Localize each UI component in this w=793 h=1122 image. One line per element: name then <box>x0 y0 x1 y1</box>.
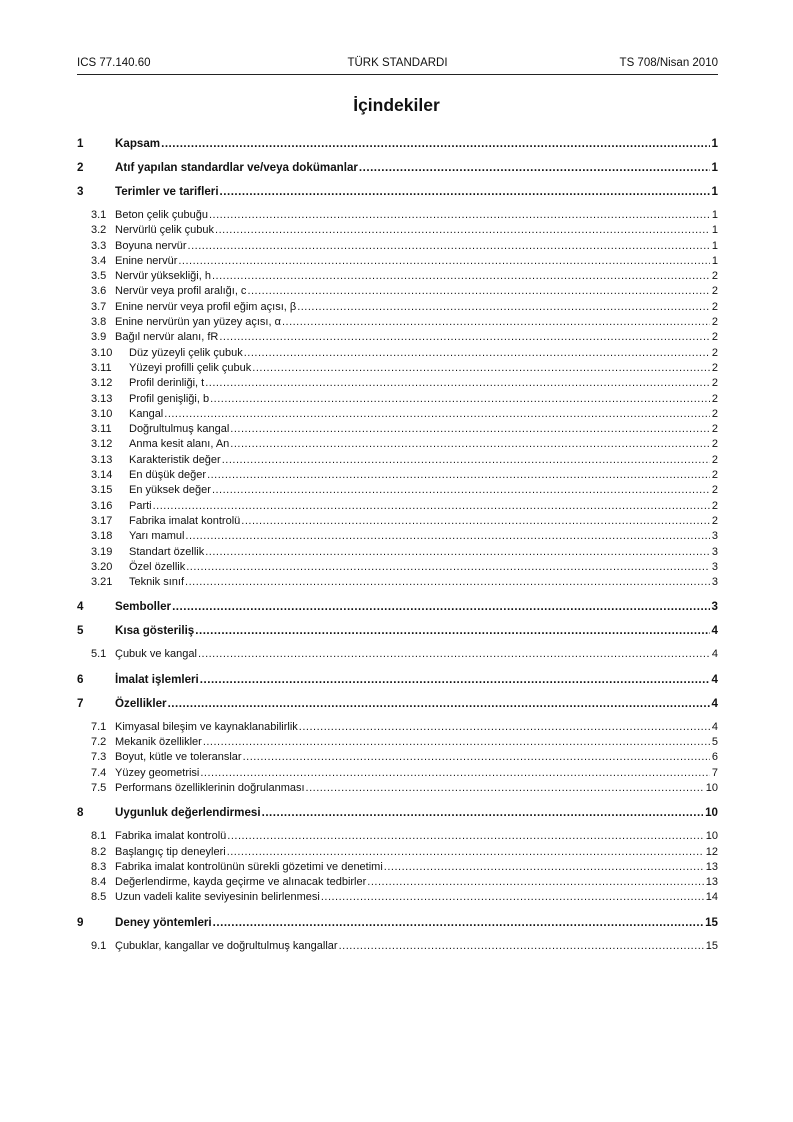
toc-section-page: 4 <box>711 696 718 710</box>
toc-dot-leader <box>178 254 710 269</box>
toc-subsection-number: 3.10 <box>91 346 113 359</box>
toc-subsection-page: 4 <box>711 648 718 661</box>
toc-dot-leader <box>168 697 710 711</box>
toc-subsection-number: 3.13 <box>91 392 113 405</box>
toc-subsection-number: 3.3 <box>91 239 107 252</box>
toc-subsection-entry[interactable] <box>77 750 718 765</box>
toc-section-entry[interactable] <box>77 697 718 711</box>
toc-subsection-number: 3.20 <box>91 560 113 573</box>
toc-subsection-title[interactable]: Profil derinliği, t <box>129 377 205 390</box>
toc-dot-leader <box>213 916 703 930</box>
toc-subsection-page: 15 <box>705 939 718 952</box>
toc-dot-leader <box>384 860 704 875</box>
toc-subsection-page: 10 <box>705 781 718 794</box>
toc-subsection-number: 8.2 <box>91 845 107 858</box>
toc-subsection-number: 8.1 <box>91 830 107 843</box>
toc-subsection-entry[interactable] <box>77 407 718 422</box>
toc-subsection-page: 3 <box>711 560 718 573</box>
toc-subsection-page: 13 <box>705 876 718 889</box>
toc-section-title[interactable]: Semboller <box>115 600 172 614</box>
toc-subsection-entry[interactable] <box>77 392 718 407</box>
toc-dot-leader <box>299 720 710 735</box>
toc-subsection-number: 7.4 <box>91 766 107 779</box>
toc-subsection-entry[interactable] <box>77 453 718 468</box>
toc-subsection-title[interactable]: Parti <box>129 499 152 512</box>
toc-section-entry[interactable] <box>77 673 718 687</box>
toc-section-entry[interactable] <box>77 161 718 175</box>
toc-subsection-number: 3.12 <box>91 377 113 390</box>
toc-dot-leader <box>306 781 704 796</box>
toc-dot-leader <box>339 939 704 954</box>
toc-subsection-page: 2 <box>711 438 718 451</box>
toc-dot-leader <box>262 806 703 820</box>
toc-subsection-title[interactable]: Çubuk ve kangal <box>115 648 197 661</box>
toc-section-title[interactable]: Özellikler <box>115 696 167 710</box>
toc-dot-leader <box>205 545 710 560</box>
toc-dot-leader <box>227 845 704 860</box>
toc-dot-leader <box>297 300 710 315</box>
toc-subsection-page: 1 <box>711 254 718 267</box>
toc-subsection-entry[interactable] <box>77 875 718 890</box>
toc-subsection-number: 9.1 <box>91 939 107 952</box>
table-of-contents <box>77 137 718 954</box>
toc-subsection-number: 3.18 <box>91 530 113 543</box>
toc-subsection-page: 2 <box>711 316 718 329</box>
toc-dot-leader <box>215 223 710 238</box>
toc-subsection-number: 3.7 <box>91 300 107 313</box>
toc-subsection-page: 2 <box>711 514 718 527</box>
toc-subsection-number: 3.12 <box>91 438 113 451</box>
toc-subsection-title[interactable]: Fabrika imalat kontrolünün sürekli gözetimi ve denetimi <box>115 860 383 873</box>
header-standard-type: TÜRK STANDARDI <box>347 57 448 69</box>
toc-subsection-title[interactable]: Boyut, kütle ve toleranslar <box>115 751 242 764</box>
toc-subsection-page: 2 <box>711 361 718 374</box>
toc-subsection-title[interactable]: En yüksek değer <box>129 484 211 497</box>
toc-subsection-page: 3 <box>711 530 718 543</box>
toc-subsection-page: 3 <box>711 576 718 589</box>
toc-subsection-title[interactable]: Beton çelik çubuğu <box>115 209 208 221</box>
toc-subsection-page: 10 <box>705 830 718 843</box>
toc-section-number: 6 <box>77 672 84 686</box>
toc-subsection-title[interactable]: Özel özellik <box>129 560 186 573</box>
toc-subsection-entry[interactable] <box>77 575 718 590</box>
toc-dot-leader <box>212 269 710 284</box>
toc-subsection-title[interactable]: En düşük değer <box>129 469 207 482</box>
toc-subsection-entry[interactable] <box>77 208 718 223</box>
toc-section-number: 5 <box>77 624 84 638</box>
toc-dot-leader <box>210 392 710 407</box>
toc-subsection-page: 12 <box>705 845 718 858</box>
toc-subsection-title[interactable]: Standart özellik <box>129 545 205 558</box>
toc-section-page: 4 <box>711 624 718 638</box>
toc-subsection-entry[interactable] <box>77 545 718 560</box>
toc-spacer <box>77 906 718 916</box>
toc-subsection-number: 3.13 <box>91 453 113 466</box>
toc-subsection-entry[interactable] <box>77 499 718 514</box>
toc-section-number: 1 <box>77 137 84 150</box>
toc-subsection-entry[interactable] <box>77 223 718 238</box>
toc-dot-leader <box>207 468 710 483</box>
toc-subsection-title[interactable]: Enine nervürün yan yüzey açısı, α <box>115 316 281 329</box>
toc-dot-leader <box>230 437 710 452</box>
toc-subsection-entry[interactable] <box>77 514 718 529</box>
toc-subsection-title[interactable]: Nervür yüksekliği, h <box>115 270 211 283</box>
toc-subsection-title[interactable]: Yüzeyi profilli çelik çubuk <box>129 361 252 374</box>
toc-subsection-title[interactable]: Değerlendirme, kayda geçirme ve alınacak tedbirler <box>115 876 367 889</box>
toc-subsection-page: 14 <box>705 891 718 904</box>
toc-dot-leader <box>247 284 709 299</box>
toc-dot-leader <box>186 560 710 575</box>
toc-subsection-number: 3.8 <box>91 316 107 329</box>
toc-subsection-title[interactable]: Enine nervür <box>115 254 178 267</box>
toc-subsection-entry[interactable] <box>77 330 718 345</box>
toc-subsection-page: 2 <box>711 469 718 482</box>
toc-subsection-number: 3.14 <box>91 469 113 482</box>
toc-subsection-entry[interactable] <box>77 254 718 269</box>
toc-subsection-page: 7 <box>711 766 718 779</box>
toc-dot-leader <box>185 575 710 590</box>
toc-subsection-entry[interactable] <box>77 939 718 954</box>
toc-subsection-entry[interactable] <box>77 890 718 905</box>
toc-section-number: 2 <box>77 161 84 174</box>
toc-subsection-title[interactable]: Fabrika imalat kontrolü <box>115 830 227 843</box>
toc-subsection-page: 2 <box>711 377 718 390</box>
toc-dot-leader <box>198 647 710 662</box>
toc-subsection-entry[interactable] <box>77 422 718 437</box>
toc-dot-leader <box>172 600 709 614</box>
toc-spacer <box>77 590 718 600</box>
toc-subsection-number: 3.21 <box>91 576 113 589</box>
toc-subsection-page: 3 <box>711 545 718 558</box>
toc-subsection-number: 3.17 <box>91 514 113 527</box>
toc-section-number: 9 <box>77 915 84 929</box>
toc-subsection-entry[interactable] <box>77 720 718 735</box>
toc-subsection-page: 1 <box>711 209 718 221</box>
toc-section-page: 1 <box>711 137 718 150</box>
toc-subsection-number: 3.1 <box>91 209 107 221</box>
toc-subsection-page: 2 <box>711 392 718 405</box>
toc-subsection-page: 2 <box>711 270 718 283</box>
toc-spacer <box>77 614 718 624</box>
toc-subsection-entry[interactable] <box>77 860 718 875</box>
toc-section-title[interactable]: Atıf yapılan standardlar ve/veya dokümanlar <box>115 161 358 174</box>
toc-section-entry[interactable] <box>77 600 718 614</box>
toc-section-entry[interactable] <box>77 137 718 151</box>
toc-section-title[interactable]: Kapsam <box>115 137 161 150</box>
toc-spacer <box>77 796 718 806</box>
toc-spacer <box>77 663 718 673</box>
toc-subsection-title[interactable]: Nervür veya profil aralığı, c <box>115 285 247 298</box>
toc-subsection-number: 7.3 <box>91 751 107 764</box>
toc-subsection-title[interactable]: Düz yüzeyli çelik çubuk <box>129 346 243 359</box>
toc-subsection-title[interactable]: Enine nervür veya profil eğim açısı, β <box>115 300 297 313</box>
toc-section-entry[interactable] <box>77 624 718 638</box>
toc-subsection-entry[interactable] <box>77 560 718 575</box>
toc-spacer <box>77 930 718 939</box>
toc-section-title[interactable]: Terimler ve tarifleri <box>115 185 219 198</box>
toc-subsection-title[interactable]: Teknik sınıf <box>129 576 185 589</box>
toc-subsection-title[interactable]: Mekanik özellikler <box>115 736 202 749</box>
toc-subsection-page: 2 <box>711 300 718 313</box>
toc-subsection-title[interactable]: Uzun vadeli kalite seviyesinin belirlenmesi <box>115 891 320 904</box>
toc-subsection-page: 2 <box>711 484 718 497</box>
toc-subsection-entry[interactable] <box>77 829 718 844</box>
toc-subsection-page: 2 <box>711 407 718 420</box>
toc-subsection-number: 3.11 <box>91 361 112 374</box>
toc-dot-leader <box>241 514 710 529</box>
toc-section-title[interactable]: Kısa gösteriliş <box>115 624 195 638</box>
toc-dot-leader <box>222 453 710 468</box>
toc-subsection-title[interactable]: Profil genişliği, b <box>129 392 210 405</box>
toc-subsection-page: 2 <box>711 499 718 512</box>
toc-subsection-number: 3.10 <box>91 407 113 420</box>
toc-subsection-page: 4 <box>711 720 718 733</box>
toc-subsection-page: 2 <box>711 331 718 344</box>
toc-section-page: 3 <box>711 600 718 614</box>
toc-subsection-page: 6 <box>711 751 718 764</box>
toc-subsection-page: 5 <box>711 736 718 749</box>
toc-subsection-number: 7.1 <box>91 720 107 733</box>
toc-subsection-page: 1 <box>711 239 718 252</box>
toc-section-number: 7 <box>77 696 84 710</box>
toc-subsection-entry[interactable] <box>77 735 718 750</box>
toc-subsection-title[interactable]: Yüzey geometrisi <box>115 766 200 779</box>
toc-subsection-entry[interactable] <box>77 845 718 860</box>
page-header <box>77 57 718 73</box>
toc-dot-leader <box>252 361 710 376</box>
toc-dot-leader <box>188 239 710 254</box>
toc-section-title[interactable]: Deney yöntemleri <box>115 915 212 929</box>
toc-dot-leader <box>321 890 704 905</box>
toc-section-entry[interactable] <box>77 916 718 930</box>
toc-dot-leader <box>212 483 710 498</box>
toc-subsection-page: 1 <box>711 224 718 237</box>
toc-dot-leader <box>164 407 710 422</box>
toc-spacer <box>77 820 718 829</box>
toc-subsection-page: 2 <box>711 285 718 298</box>
toc-subsection-page: 2 <box>711 346 718 359</box>
toc-subsection-entry[interactable] <box>77 376 718 391</box>
toc-spacer <box>77 175 718 185</box>
toc-section-page: 1 <box>711 185 718 198</box>
toc-subsection-entry[interactable] <box>77 239 718 254</box>
toc-dot-leader <box>359 161 710 175</box>
toc-spacer <box>77 687 718 697</box>
toc-subsection-title[interactable]: Kangal <box>129 407 164 420</box>
toc-dot-leader <box>203 735 710 750</box>
toc-subsection-title[interactable]: Çubuklar, kangallar ve doğrultulmuş kangallar <box>115 939 338 952</box>
toc-subsection-entry[interactable] <box>77 766 718 781</box>
toc-spacer <box>77 151 718 161</box>
toc-dot-leader <box>161 137 709 151</box>
header-standard-number: TS 708/Nisan 2010 <box>619 57 718 69</box>
toc-section-page: 1 <box>711 161 718 174</box>
toc-subsection-title[interactable]: Kimyasal bileşim ve kaynaklanabilirlik <box>115 720 298 733</box>
toc-subsection-entry[interactable] <box>77 315 718 330</box>
toc-dot-leader <box>230 422 710 437</box>
toc-subsection-number: 3.6 <box>91 285 107 298</box>
toc-subsection-entry[interactable] <box>77 483 718 498</box>
toc-dot-leader <box>195 624 709 638</box>
toc-subsection-number: 3.5 <box>91 270 107 283</box>
header-ics-code: ICS 77.140.60 <box>77 57 151 69</box>
toc-subsection-number: 3.4 <box>91 254 107 267</box>
toc-dot-leader <box>205 376 710 391</box>
toc-subsection-entry[interactable] <box>77 361 718 376</box>
toc-subsection-title[interactable]: Doğrultulmuş kangal <box>129 423 230 436</box>
toc-subsection-entry[interactable] <box>77 284 718 299</box>
toc-dot-leader <box>200 766 710 781</box>
toc-subsection-title[interactable]: Yarı mamul <box>129 530 185 543</box>
toc-section-page: 10 <box>705 806 718 820</box>
toc-subsection-number: 3.16 <box>91 499 113 512</box>
toc-section-number: 4 <box>77 600 84 614</box>
toc-subsection-title[interactable]: Nervürlü çelik çubuk <box>115 224 215 237</box>
toc-section-number: 3 <box>77 185 84 198</box>
toc-dot-leader <box>282 315 710 330</box>
toc-subsection-entry[interactable] <box>77 269 718 284</box>
toc-subsection-number: 3.2 <box>91 224 107 237</box>
toc-subsection-number: 8.5 <box>91 891 107 904</box>
toc-section-title[interactable]: İmalat işlemleri <box>115 672 199 686</box>
toc-subsection-number: 3.15 <box>91 484 113 497</box>
toc-subsection-page: 2 <box>711 453 718 466</box>
toc-dot-leader <box>209 208 710 223</box>
toc-dot-leader <box>185 529 709 544</box>
toc-spacer <box>77 638 718 647</box>
toc-section-page: 4 <box>711 672 718 686</box>
toc-subsection-number: 8.4 <box>91 876 107 889</box>
toc-section-entry[interactable] <box>77 185 718 199</box>
toc-subsection-title[interactable]: Başlangıç tip deneyleri <box>115 845 226 858</box>
toc-subsection-entry[interactable] <box>77 529 718 544</box>
toc-subsection-entry[interactable] <box>77 300 718 315</box>
toc-subsection-entry[interactable] <box>77 437 718 452</box>
toc-subsection-number: 3.19 <box>91 545 113 558</box>
toc-subsection-title[interactable]: Performans özelliklerinin doğrulanması <box>115 781 305 794</box>
toc-dot-leader <box>227 829 703 844</box>
toc-subsection-number: 7.2 <box>91 736 107 749</box>
toc-subsection-title[interactable]: Bağıl nervür alanı, fR <box>115 331 219 344</box>
toc-spacer <box>77 199 718 208</box>
toc-subsection-entry[interactable] <box>77 647 718 662</box>
toc-dot-leader <box>244 346 710 361</box>
page-title: İçindekiler <box>353 95 440 115</box>
toc-dot-leader <box>243 750 710 765</box>
toc-dot-leader <box>153 499 710 514</box>
toc-subsection-number: 3.9 <box>91 331 107 344</box>
toc-subsection-title[interactable]: Karakteristik değer <box>129 453 221 466</box>
toc-dot-leader <box>220 185 710 199</box>
toc-subsection-entry[interactable] <box>77 346 718 361</box>
toc-section-number: 8 <box>77 806 84 820</box>
toc-subsection-page: 13 <box>705 860 718 873</box>
toc-subsection-number: 3.11 <box>91 423 112 436</box>
toc-section-page: 15 <box>705 915 718 929</box>
toc-subsection-number: 8.3 <box>91 860 107 873</box>
toc-section-title[interactable]: Uygunluk değerlendirmesi <box>115 806 261 820</box>
toc-dot-leader <box>200 673 710 687</box>
toc-dot-leader <box>219 330 710 345</box>
toc-subsection-title[interactable]: Anma kesit alanı, An <box>129 438 230 451</box>
toc-subsection-page: 2 <box>711 423 718 436</box>
toc-section-entry[interactable] <box>77 806 718 820</box>
header-divider <box>77 74 718 75</box>
toc-subsection-entry[interactable] <box>77 468 718 483</box>
toc-subsection-title[interactable]: Fabrika imalat kontrolü <box>129 514 241 527</box>
toc-subsection-title[interactable]: Boyuna nervür <box>115 239 187 252</box>
toc-dot-leader <box>367 875 703 890</box>
toc-spacer <box>77 711 718 720</box>
toc-subsection-number: 7.5 <box>91 781 107 794</box>
toc-subsection-number: 5.1 <box>91 648 107 661</box>
toc-subsection-entry[interactable] <box>77 781 718 796</box>
